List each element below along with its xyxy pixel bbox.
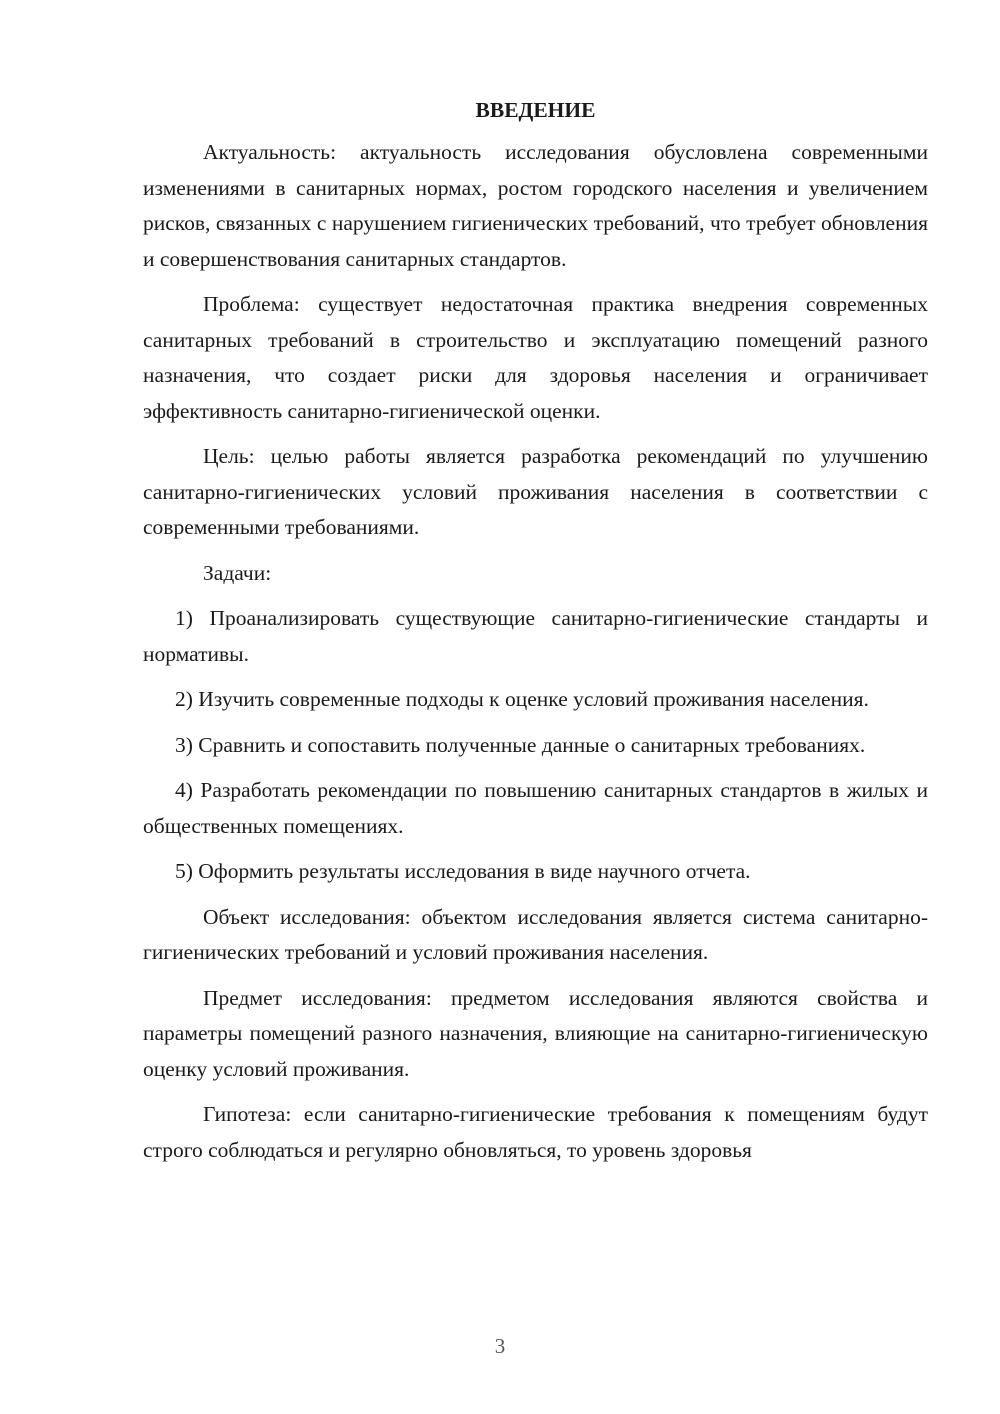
tasks-heading: Задачи: bbox=[203, 560, 272, 585]
paragraph-problem: Проблема: существует недостаточная практика внедрения современных санитарных требований в строительство и эксплуатацию помещений разного назначения, что создает риски для здоровья населения и ограничивает эффективность санитарно-гигиенической оценки. bbox=[143, 292, 928, 423]
paragraph-object: Объект исследования: объектом исследования является система санитарно-гигиенических требований и условий проживания населения. bbox=[143, 904, 928, 964]
paragraph-subject: Предмет исследования: предметом исследования являются свойства и параметры помещений разного назначения, влияющие на санитарно-гигиеническую оценку условий проживания. bbox=[143, 985, 928, 1081]
task-item-2: 2) Изучить современные подходы к оценке условий проживания населения. bbox=[175, 687, 869, 711]
task-item-5: 5) Оформить результаты исследования в виде научного отчета. bbox=[175, 859, 751, 883]
paragraph-relevance: Актуальность: актуальность исследования обусловлена современными изменениями в санитарных нормах, ростом городского населения и увеличением рисков, связанных с нарушением гигиенических требований, что требует обновления и совершенствования санитарных стандартов. bbox=[143, 140, 928, 271]
page-number: 3 bbox=[494, 1334, 506, 1358]
task-item-4: 4) Разработать рекомендации по повышению санитарных стандартов в жилых и общественных помещениях. bbox=[143, 778, 928, 838]
document-page bbox=[143, 92, 928, 1168]
task-item-3: 3) Сравнить и сопоставить полученные данные о санитарных требованиях. bbox=[175, 732, 866, 757]
paragraph-goal: Цель: целью работы является разработка рекомендаций по улучшению санитарно-гигиенических условий проживания населения в соответствии с современными требованиями. bbox=[143, 444, 928, 539]
task-item-1: 1) Проанализировать существующие санитарно-гигиенические стандарты и нормативы. bbox=[143, 606, 928, 666]
section-title: ВВЕДЕНИЕ bbox=[475, 98, 596, 122]
paragraph-hypothesis: Гипотеза: если санитарно-гигиенические требования к помещениям будут строго соблюдаться и регулярно обновляться, то уровень здоровья bbox=[143, 1102, 928, 1162]
